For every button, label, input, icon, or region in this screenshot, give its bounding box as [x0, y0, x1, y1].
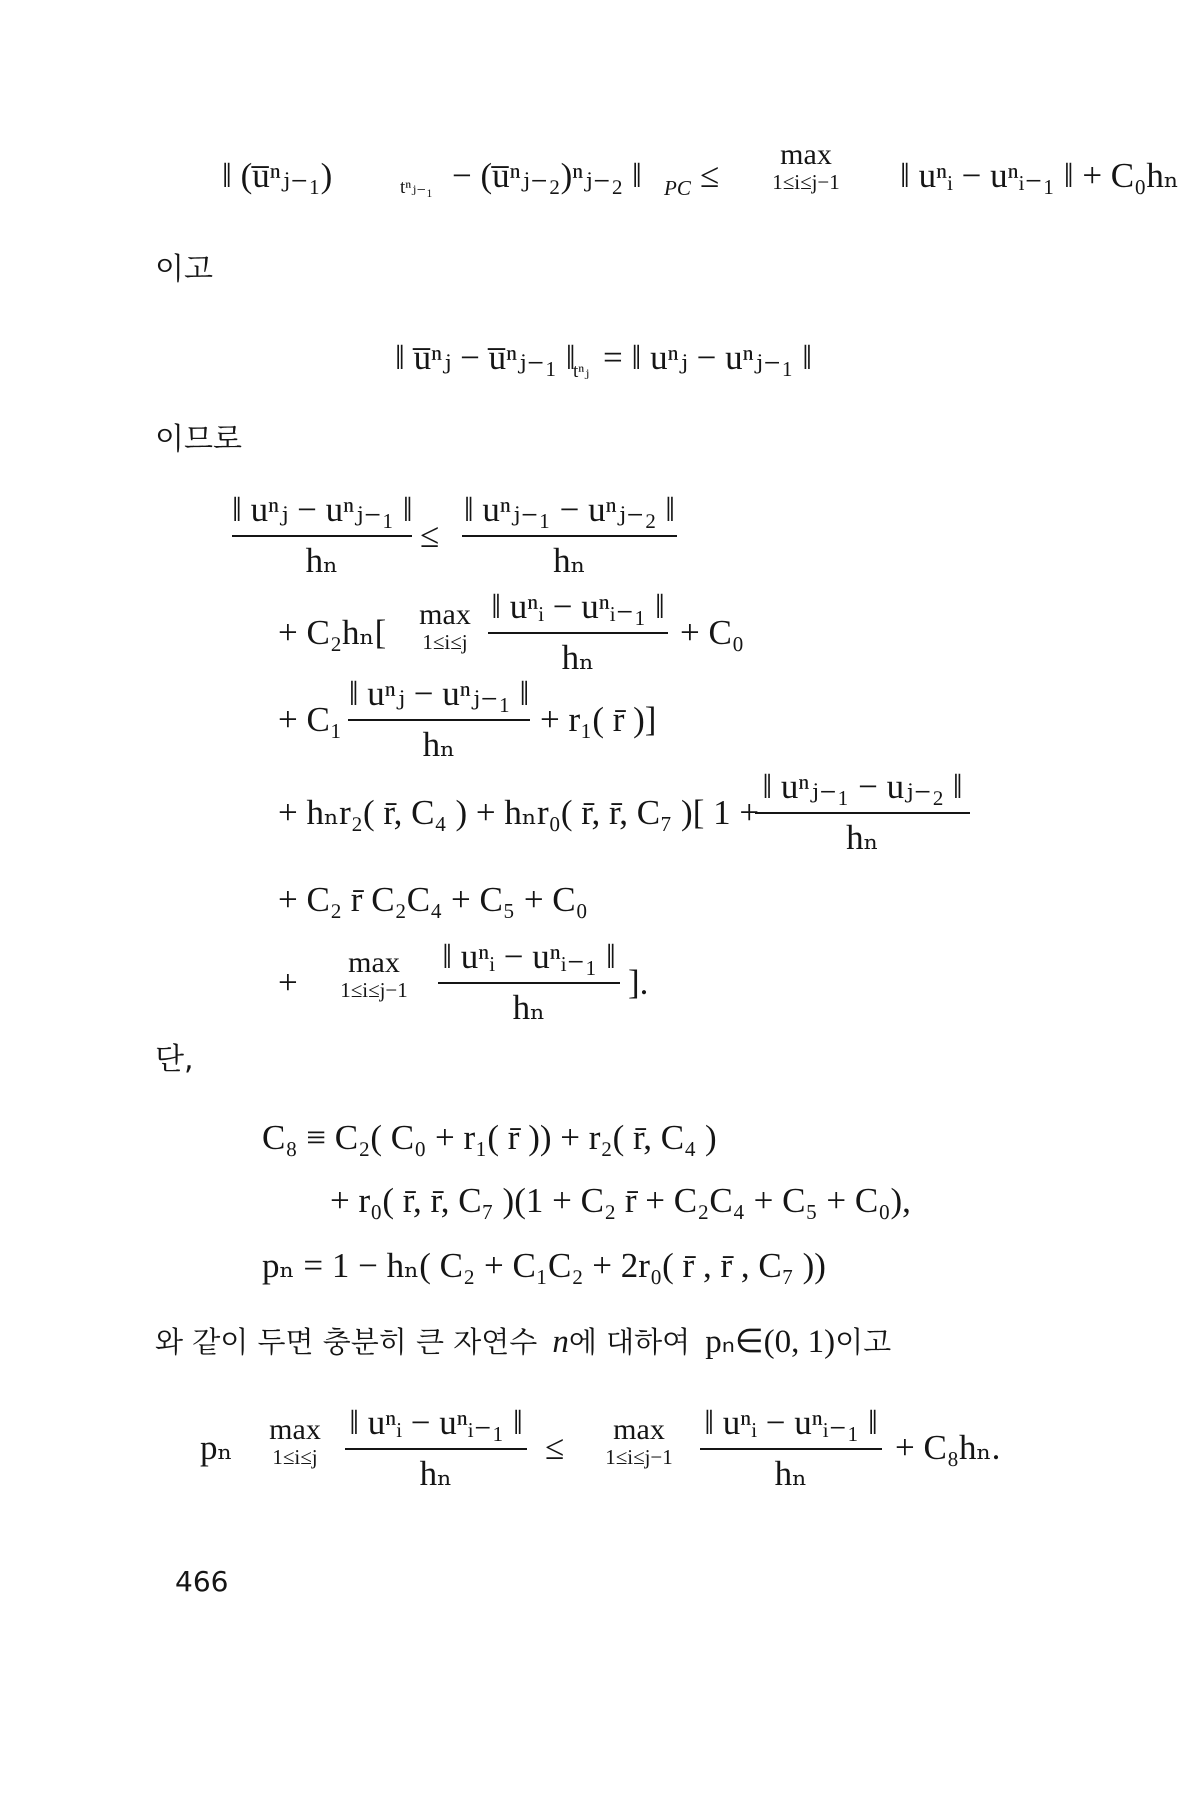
def-c8-line2: + r₀( r̄, r̄, C₇ )(1 + C₂ r̄ + C₂C₄ + C₅ + C₀),: [330, 1181, 911, 1220]
line4-prefix: + hₙr₂( r̄, C₄ ) + hₙr₀( r̄, r̄, C₇ )[ 1 +: [278, 793, 760, 832]
eq-top-right: ‖ uⁿᵢ − uⁿᵢ₋₁ ‖ + C₀hₙ: [900, 156, 1179, 195]
fraction-line6-numerator: ‖ uⁿᵢ − uⁿᵢ₋₁ ‖: [442, 937, 616, 976]
max-operator: max: [613, 1413, 665, 1446]
max-limits: 1≤i≤j: [272, 1445, 318, 1469]
max-limits: 1≤i≤j: [422, 630, 468, 654]
fraction-line4-numerator: ‖ uⁿⱼ₋₁ − uⱼ₋₂ ‖: [762, 767, 963, 806]
line6-max: [318, 948, 430, 1001]
line2-prefix: + C₂hₙ[: [278, 613, 387, 652]
eq-two-left: ‖ u̅ⁿⱼ − u̅ⁿⱼ₋₁ ‖: [395, 338, 576, 377]
sentence-pn: pₙ∈(0, 1): [705, 1324, 836, 1360]
eq-top-sub-t: tⁿⱼ₋₁: [400, 177, 433, 198]
sentence-part3: 이고: [835, 1325, 892, 1359]
def-c8-line1: C₈ ≡ C₂( C₀ + r₁( r̄ )) + r₂( r̄, C₄ ): [262, 1118, 717, 1157]
inequality-block: [0, 490, 1200, 1027]
fraction-line2-bar: [488, 632, 668, 634]
ineq-leq: ≤: [420, 516, 440, 555]
final-inequality: [0, 1390, 1200, 1500]
fraction-line6-denominator: hₙ: [512, 988, 546, 1027]
fraction-final-rhs-denominator: hₙ: [774, 1454, 808, 1493]
max-operator: max: [780, 138, 832, 171]
max-limits: 1≤i≤j−1: [340, 978, 408, 1002]
eq-two-sub: tⁿⱼ: [573, 361, 590, 382]
fraction-lhs-numerator: ‖ uⁿⱼ − uⁿⱼ₋₁ ‖: [232, 490, 413, 529]
max-limits: 1≤i≤j−1: [605, 1445, 673, 1469]
word-igo: 이고: [155, 252, 213, 287]
sentence-n: n: [552, 1324, 569, 1360]
fraction-rhs-denominator: hₙ: [553, 541, 586, 580]
eq-top-left: ‖ (u̅ⁿⱼ₋₁): [222, 156, 333, 195]
line3-suffix: + r₁( r̄ )]: [540, 700, 657, 739]
equation-pc-norm-bound: [0, 0, 1200, 230]
fraction-rhs-bar: [462, 535, 677, 537]
fraction-line6-bar: [438, 982, 620, 984]
line2-suffix: + C₀: [680, 613, 745, 652]
line2-max: [400, 600, 490, 653]
sentence-line: [155, 1320, 1115, 1370]
fraction-lhs-denominator: hₙ: [305, 541, 339, 580]
fraction-line4-bar: [755, 812, 970, 814]
definitions-block: [0, 1110, 1200, 1290]
eq-top-max: [726, 140, 886, 193]
sentence-part1: 와 같이 두면 충분히 큰 자연수: [155, 1325, 538, 1359]
final-leq: ≤: [545, 1428, 565, 1467]
fraction-line3-denominator: hₙ: [422, 725, 456, 764]
word-dan: 단,: [155, 1042, 194, 1077]
fraction-final-lhs-denominator: hₙ: [419, 1454, 453, 1493]
line5: + C₂ r̄ C₂C₄ + C₅ + C₀: [278, 880, 588, 919]
fraction-lhs-bar: [232, 535, 412, 537]
fraction-final-rhs-numerator: ‖ uⁿᵢ − uⁿᵢ₋₁ ‖: [704, 1403, 878, 1442]
eq-two-right: = ‖ uⁿⱼ − uⁿⱼ₋₁ ‖: [603, 338, 813, 377]
final-suffix: + C₈hₙ.: [895, 1428, 1001, 1467]
max-operator: max: [348, 946, 400, 979]
fraction-line3-numerator: ‖ uⁿⱼ − uⁿⱼ₋₁ ‖: [348, 674, 530, 713]
fraction-final-lhs-bar: [345, 1448, 527, 1450]
max-operator: max: [419, 598, 471, 631]
word-imeuro: 이므로: [155, 422, 242, 457]
sentence-part2: 에 대하여: [568, 1325, 691, 1359]
fraction-final-rhs-bar: [700, 1448, 882, 1450]
final-pn: pₙ: [200, 1428, 233, 1467]
eq-top-middle: − (u̅ⁿⱼ₋₂)ⁿⱼ₋₂ ‖: [452, 156, 642, 195]
fraction-rhs-numerator: ‖ uⁿⱼ₋₁ − uⁿⱼ₋₂ ‖: [463, 490, 676, 529]
final-max-1: [250, 1415, 340, 1468]
fraction-final-lhs-numerator: ‖ uⁿᵢ − uⁿᵢ₋₁ ‖: [349, 1403, 523, 1442]
max-limits: 1≤i≤j−1: [772, 170, 840, 194]
max-operator: max: [269, 1413, 321, 1446]
fraction-line2-numerator: ‖ uⁿᵢ − uⁿᵢ₋₁ ‖: [491, 587, 665, 626]
final-max-2: [583, 1415, 695, 1468]
fraction-line2-denominator: hₙ: [561, 638, 595, 677]
line6-suffix: ].: [628, 963, 649, 1002]
def-pn: pₙ = 1 − hₙ( C₂ + C₁C₂ + 2r₀( r̄ , r̄ , C₇ )): [262, 1246, 826, 1285]
line3-prefix: + C₁: [278, 700, 343, 739]
fraction-line4-denominator: hₙ: [846, 818, 879, 857]
equation-norm-equality: [0, 300, 1200, 400]
eq-top-leq: ≤: [700, 156, 720, 195]
line6-prefix: +: [278, 963, 298, 1002]
eq-top-sub-pc: PC: [664, 176, 691, 200]
page-number: 466: [175, 1565, 229, 1598]
fraction-line3-bar: [348, 719, 530, 721]
